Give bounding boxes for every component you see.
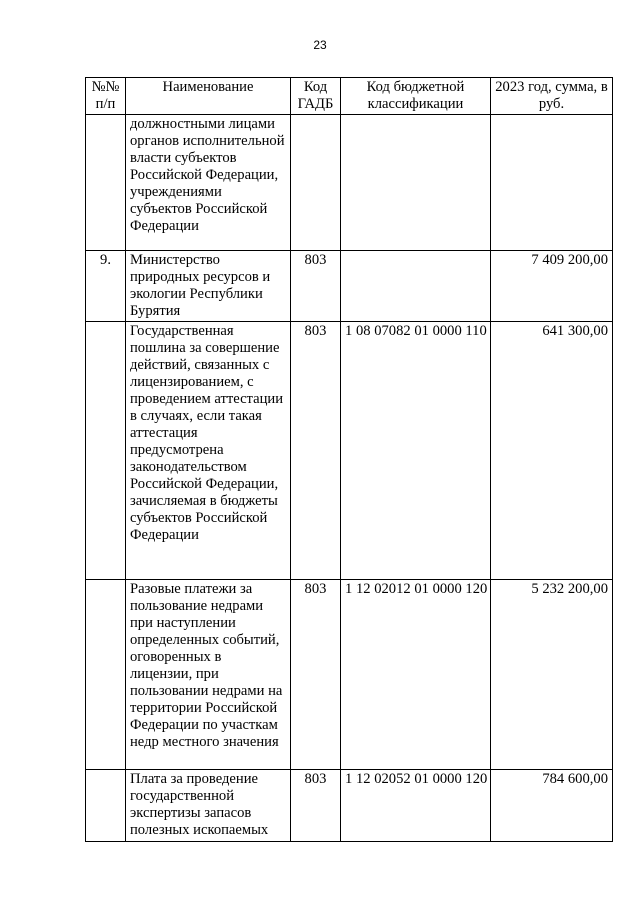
table-row [86, 580, 613, 770]
table-row [86, 251, 613, 322]
row-number [86, 580, 126, 770]
row-gadb-code: 803 [291, 580, 341, 770]
row-budget-code: 1 08 07082 01 0000 110 [341, 322, 491, 580]
row-sum: 5 232 200,00 [491, 580, 613, 770]
row-name: Разовые платежи за пользование недрами при наступлении определенных событий, оговоренных в лицензии, при пользовании недрами на территории Российской Федерации по участкам недр местного значения [126, 580, 291, 770]
row-gadb-code [291, 115, 341, 251]
row-sum: 784 600,00 [491, 770, 613, 842]
row-gadb-code: 803 [291, 322, 341, 580]
row-gadb-code: 803 [291, 251, 341, 322]
row-number: 9. [86, 251, 126, 322]
table-row [86, 322, 613, 580]
header-gadb-code: Код ГАДБ [291, 78, 341, 115]
row-name: должностными лицами органов исполнительной власти субъектов Российской Федерации, учреждениями субъектов Российской Федерации [126, 115, 291, 251]
row-number [86, 322, 126, 580]
row-budget-code: 1 12 02052 01 0000 120 [341, 770, 491, 842]
row-name: Плата за проведение государственной экспертизы запасов полезных ископаемых [126, 770, 291, 842]
header-budget-classification-code: Код бюджетной классификации [341, 78, 491, 115]
row-budget-code [341, 115, 491, 251]
row-number [86, 770, 126, 842]
page-number: 23 [313, 38, 327, 52]
row-sum [491, 115, 613, 251]
row-budget-code: 1 12 02012 01 0000 120 [341, 580, 491, 770]
budget-revenue-table [85, 77, 613, 842]
table-row [86, 770, 613, 842]
row-sum: 7 409 200,00 [491, 251, 613, 322]
row-gadb-code: 803 [291, 770, 341, 842]
header-number: №№ п/п [86, 78, 126, 115]
table-row [86, 115, 613, 251]
header-name: Наименование [126, 78, 291, 115]
row-number [86, 115, 126, 251]
row-budget-code [341, 251, 491, 322]
row-name: Министерство природных ресурсов и экологии Республики Бурятия [126, 251, 291, 322]
header-sum-2023: 2023 год, сумма, в руб. [491, 78, 613, 115]
table-header-row [86, 78, 613, 115]
row-name: Государственная пошлина за совершение действий, связанных с лицензированием, с проведением аттестации в случаях, если такая аттестация предусмотрена законодательством Российской Федерации, зачисляемая в бюджеты субъектов Российской Федерации [126, 322, 291, 580]
row-sum: 641 300,00 [491, 322, 613, 580]
